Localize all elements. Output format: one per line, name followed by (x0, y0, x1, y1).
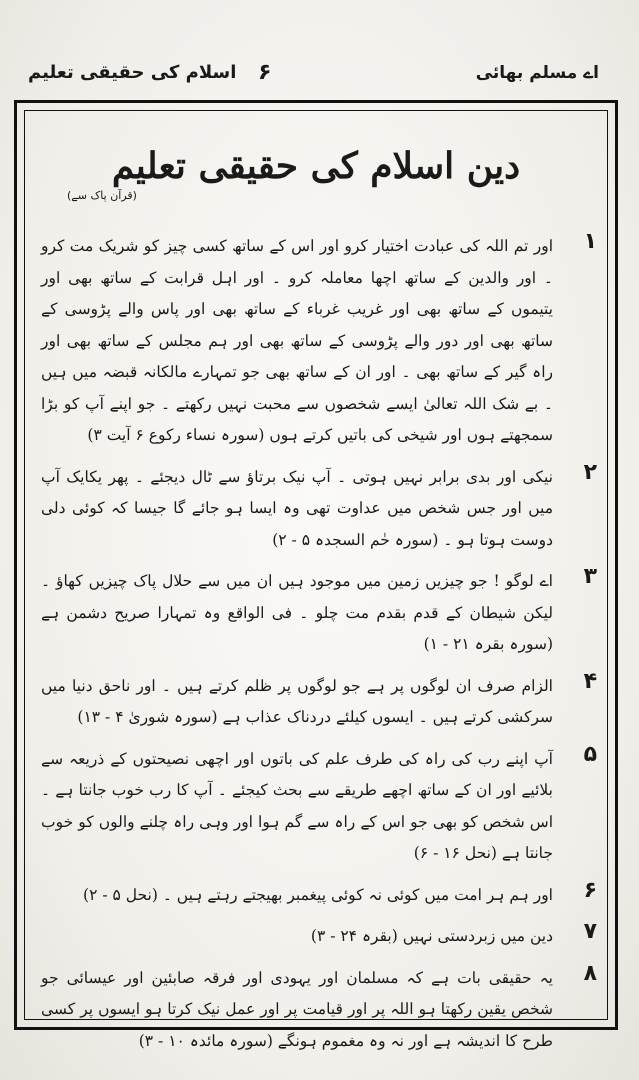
header-left-text: اسلام کی حقیقی تعلیم (28, 62, 237, 83)
item-text: اور ہم ہر امت میں کوئی نہ کوئی پیغمبر بھیجتے رہتے ہیں ۔ (نحل ۵ - ۲) (83, 885, 553, 904)
list-item (41, 877, 597, 912)
items-list (41, 231, 597, 1067)
item-text: یہ حقیقی بات ہے کہ مسلمان اور یہودی اور فرقہ صابئین اور عیسائی جو شخص یقین رکھتا ہو اللہ پر اور قیامت پر اور عمل نیک کرتا ہو ایسوں پر کسی طرح کا اندیشہ ہے اور نہ وہ مغموم ہونگے (سورہ مائدہ ۱۰ - ۳) (41, 968, 553, 1050)
running-header (28, 58, 599, 94)
item-number: ۵ (583, 741, 597, 767)
item-number: ۱ (583, 229, 597, 254)
item-text: دین میں زبردستی نہیں (بقرہ ۲۴ - ۳) (310, 927, 553, 945)
header-right-text: اے مسلم بھائی (475, 63, 599, 83)
item-text: اے لوگو ! جو چیزیں زمین میں موجود ہیں ان میں سے حلال پاک چیزیں کھاؤ ۔ لیکن شیطان کے قدم بقدم مت چلو ۔ فی الواقع وہ تمہارا صریح دشمن ہے (سورہ بقرہ ۲۱ - ۱) (41, 572, 553, 653)
item-number: ۸ (583, 960, 597, 986)
item-text: نیکی اور بدی برابر نہیں ہوتی ۔ آپ نیک برتاؤ سے ٹال دیجئے ۔ پھر یکایک آپ میں اور جس شخص میں عداوت تھی وہ ایسا ہو جائے گا جیسا کہ کوئی دلی دوست ہوتا ہو ۔ (سورہ حٰم السجدہ ۵ - ۲) (41, 467, 553, 549)
page-number: ۶ (258, 60, 272, 85)
list-item (41, 741, 597, 870)
item-text: اور تم اللہ کی عبادت اختیار کرو اور اس کے ساتھ کسی چیز کو شریک مت کرو ۔ اور والدین کے ساتھ اچھا معاملہ کرو ۔ اور اہل قرابت کے ساتھ بھی اور یتیموں کے ساتھ بھی اور غریب غرباء کے ساتھ بھی اور پاس والے پڑوسی کے ساتھ بھی اور دور والے پڑوسی کے ساتھ بھی اور ہم مجلس کے ساتھ بھی اور راہ گیر کے ساتھ بھی ۔ اور ان کے ساتھ بھی جو تمہارے مالکانہ قبضہ میں ہیں ۔ بے شک اللہ تعالیٰ ایسے شخصوں سے محبت نہیں رکھتے ۔ جو اپنے آپ کو بڑا سمجھتے ہوں اور شیخی کی باتیں کرتے ہوں (سورہ نساء رکوع ۶ آیت ۳) (41, 237, 553, 444)
item-number: ۴ (583, 668, 597, 694)
list-item (41, 566, 597, 661)
page-border (14, 100, 618, 1050)
list-item (41, 459, 597, 557)
page-title: دین اسلام کی حقیقی تعلیم (111, 145, 521, 187)
item-number: ۷ (583, 919, 597, 944)
item-number: ۳ (583, 564, 597, 589)
item-text: آپ اپنے رب کی راہ کی طرف علم کی باتوں اور اچھی نصیحتوں کے ذریعہ سے بلائیے اور ان کے ساتھ اچھے طریقے سے بحث کیجئے ۔ آپ کا رب خوب جانتا ہے ۔ اس شخص کو بھی جو اس کے راہ سے گم ہوا اور وہی راہ چلنے والوں کو خوب جانتا ہے (نحل ۱۶ - ۶) (41, 749, 553, 862)
list-item (41, 960, 597, 1058)
item-number: ۶ (583, 877, 597, 903)
item-text: الزام صرف ان لوگوں پر ہے جو لوگوں پر ظلم کرتے ہیں ۔ اور ناحق دنیا میں سرکشی کرتے ہیں ۔ ایسوں کیلئے دردناک عذاب ہے (سورہ شوریٰ ۴ - ۱۳) (41, 676, 553, 726)
list-item (41, 231, 597, 452)
item-number: ۲ (583, 459, 597, 485)
list-item (41, 921, 597, 953)
list-item (41, 668, 597, 734)
title-note: (قرآن پاک سے) (67, 189, 137, 202)
